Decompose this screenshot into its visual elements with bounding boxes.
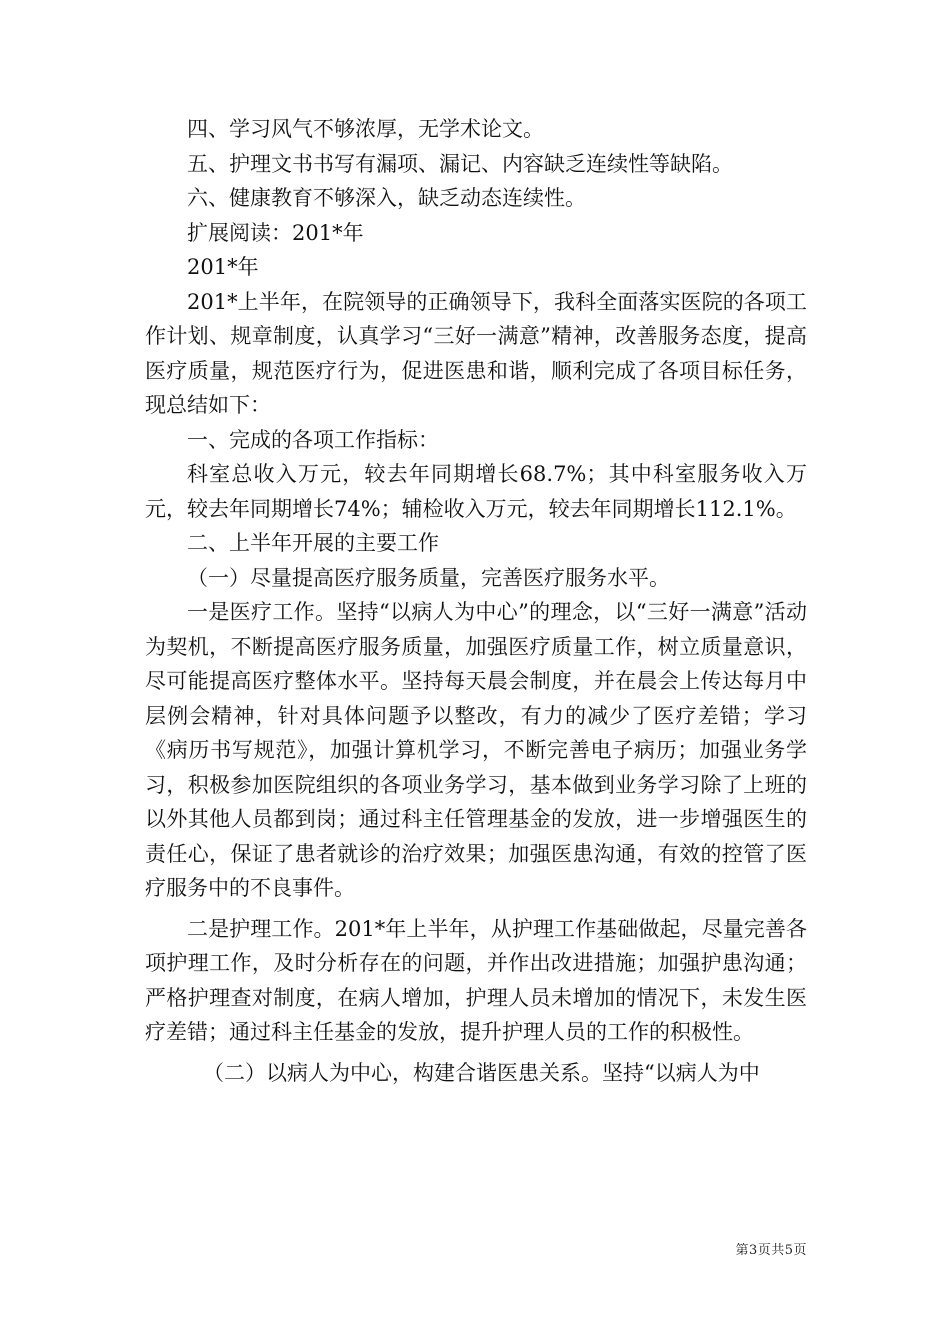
- paragraph-indicators: 科室总收入万元，较去年同期增长68.7%；其中科室服务收入万元，较去年同期增长74%；辅检收入万元，较去年同期增长112.1%。: [145, 462, 807, 521]
- heading-subsection-1: （一）尽量提高医疗服务质量，完善医疗服务水平。: [187, 565, 670, 590]
- paragraph-intro: 201*上半年，在院领导的正确领导下，我科全面落实医院的各项工作计划、规章制度，认真学习“三好一满意”精神，改善服务态度，提高医疗质量，规范医疗行为，促进医患和谐，顺利完成了各项目标任务，现总结如下：: [145, 289, 807, 417]
- paragraph-year-heading: 201*年: [187, 255, 259, 279]
- paragraph-issue-6: 六、健康教育不够深入，缺乏动态连续性。: [187, 186, 586, 210]
- paragraph-extended-reading: 扩展阅读：201*年: [187, 220, 364, 245]
- paragraph-nursing-work: 二是护理工作。201*年上半年，从护理工作基础做起，尽量完善各项护理工作，及时分析存在的问题，并作出改进措施；加强护患沟通；严格护理查对制度，在病人增加，护理人员未增加的情况下，未发生医疗差错；通过科主任基金的发放，提升护理人员的工作的积极性。: [145, 916, 807, 1044]
- page-number-footer: 第3页共5页: [735, 1243, 807, 1258]
- paragraph-issue-5: 五、护理文书书写有漏项、漏记、内容缺乏连续性等缺陷。: [187, 151, 733, 176]
- heading-section-2: 二、上半年开展的主要工作: [187, 531, 439, 555]
- paragraph-subsection-2: （二）以病人为中心，构建合谐医患关系。坚持“以病人为中: [203, 1060, 760, 1085]
- heading-section-1: 一、完成的各项工作指标：: [187, 427, 439, 452]
- document-body: [145, 112, 807, 1090]
- paragraph-issue-4: 四、学习风气不够浓厚，无学术论文。: [187, 117, 544, 141]
- paragraph-medical-work: 一是医疗工作。坚持“以病人为中心”的理念，以“三好一满意”活动为契机，不断提高医疗服务质量，加强医疗质量工作，树立质量意识，尽可能提高医疗整体水平。坚持每天晨会制度，并在晨会上传达每月中层例会精神，针对具体问题予以整改，有力的减少了医疗差错；学习《病历书写规范》，加强计算机学习，不断完善电子病历；加强业务学习，积极参加医院组织的各项业务学习，基本做到业务学习除了上班的以外其他人员都到岗；通过科主任管理基金的发放，进一步增强医生的责任心，保证了患者就诊的治疗效果；加强医患沟通，有效的控管了医疗服务中的不良事件。: [145, 600, 807, 900]
